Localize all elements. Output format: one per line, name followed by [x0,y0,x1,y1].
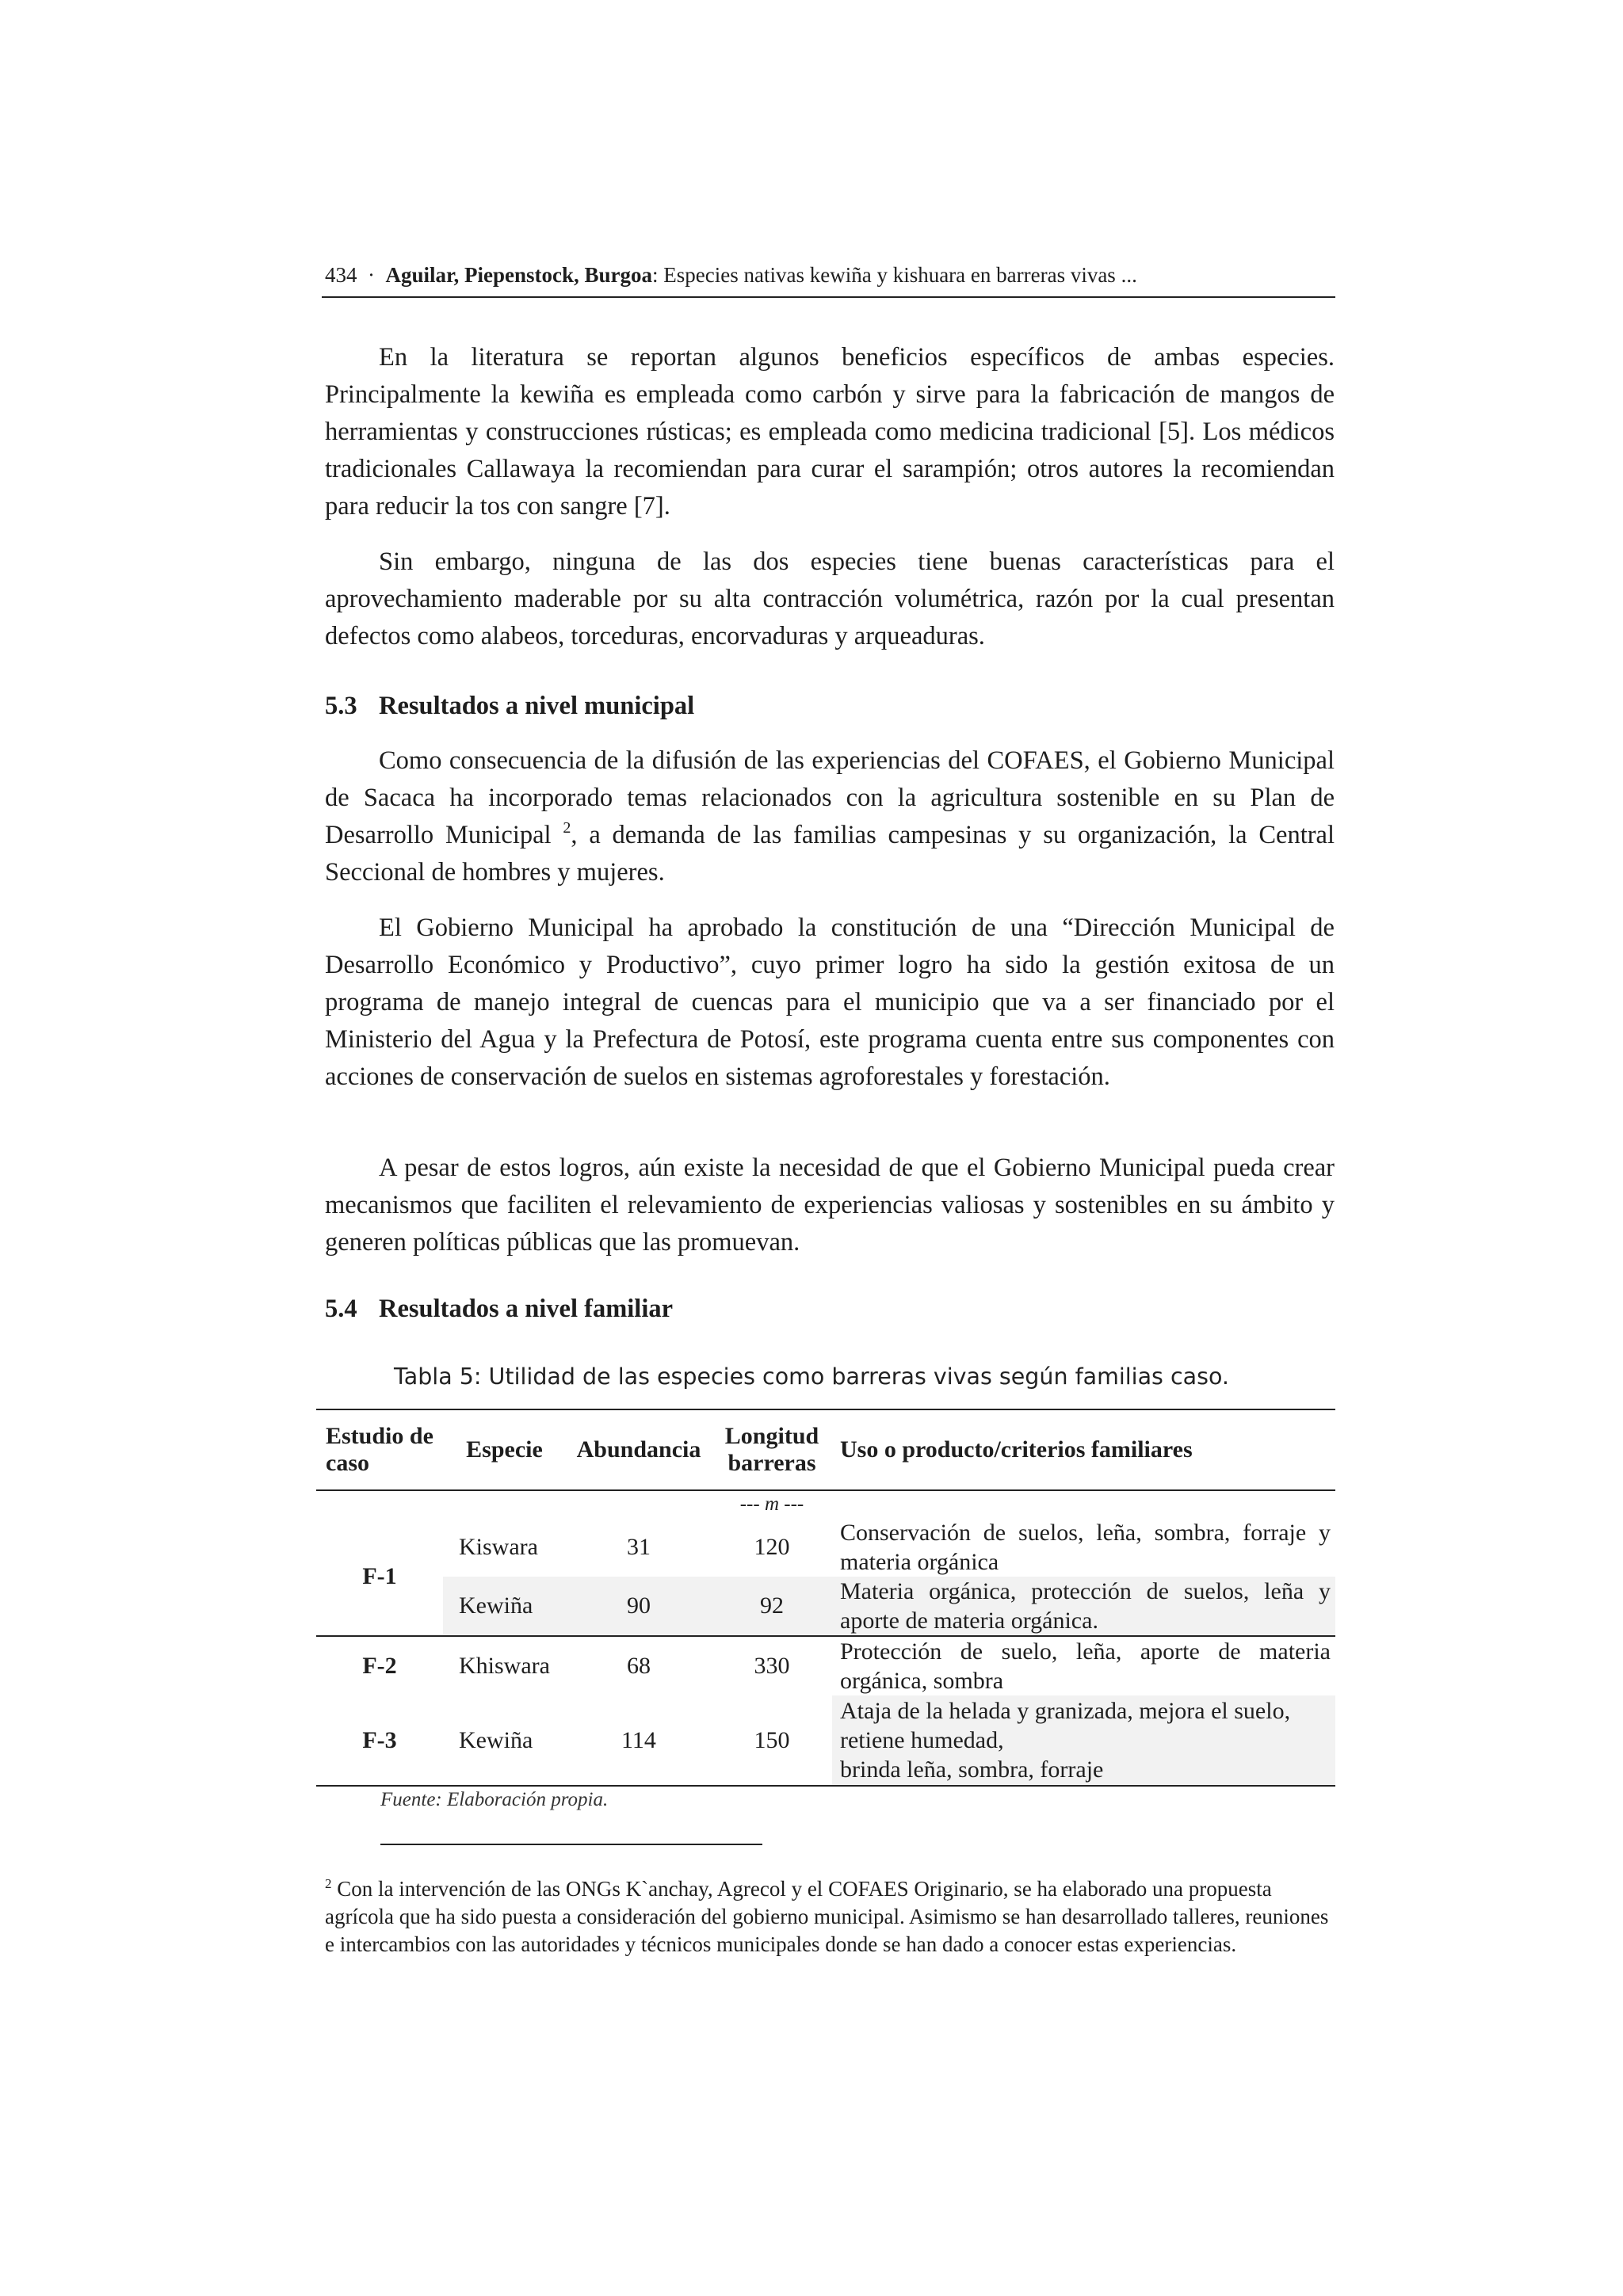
col-header-estudio: Estudio de caso [316,1409,443,1490]
cell-especie: Kiswara [459,1534,538,1560]
table-row [316,1518,1335,1577]
footnote-ref: 2 [563,819,571,837]
cell-uso: Ataja de la helada y granizada, mejora el suelo, retiene humedad, brinda leña, sombra, forraje [832,1695,1335,1786]
paragraph-3: Como consecuencia de la difusión de las experiencias del COFAES, el Gobierno Municipal de Sacaca ha incorporado temas relacionados con la agricultura sostenible en su Plan de Desarrollo Municipal $^2$, a demanda de las familias campesinas y su organización, la Central Seccional de hombres y mujeres. [325,746,1335,887]
cell-especie: Kewiña [443,1577,566,1636]
paragraph-4: El Gobierno Municipal ha aprobado la constitución de una “Dirección Municipal de Desarrollo Económico y Productivo”, cuyo primer logro ha sido la gestión exitosa de un programa de manejo integral de cuencas para el municipio que va a ser financiado por el Ministerio del Agua y la Prefectura de Potosí, este programa cuenta entre sus componentes con acciones de conservación de suelos en sistemas agroforestales y forestación. [325,913,1335,1091]
table-row [316,1695,1335,1786]
cell-abundancia: 31 [627,1534,651,1560]
header-separator: · [368,263,375,287]
section-heading-5-3: 5.3 Resultados a nivel municipal [325,692,695,720]
cell-caso: F-3 [316,1695,443,1786]
col-header-uso: Uso o producto/criterios familiares [832,1409,1335,1490]
table-5 [316,1409,1335,1787]
paragraph-5: A pesar de estos logros, aún existe la necesidad de que el Gobierno Municipal pueda crear mecanismos que faciliten el relevamiento de experiencias valiosas y sostenibles en su ámbito y generen políticas públicas que las promuevan. [325,1154,1335,1257]
cell-abundancia: 90 [566,1577,712,1636]
cell-especie: Khiswara [443,1636,566,1695]
cell-uso: Conservación de suelos, leña, sombra, forraje y materia orgánica [840,1520,1331,1575]
table-caption: Tabla 5: Utilidad de las especies como barreras vivas según familias caso. [394,1363,1229,1390]
table-source: Fuente: Elaboración propia. [380,1789,609,1810]
footnote-mark: 2 [325,1876,332,1891]
col-header-abundancia: Abundancia [566,1409,712,1490]
cell-especie: Kewiña [443,1695,566,1786]
cell-abundancia: 114 [566,1695,712,1786]
footnote: $^2$ Con la intervención de las ONGs K`anchay, Agrecol y el COFAES Originario, se ha elaborado una propuesta agrícola que ha sido puesta a consideración del gobierno municipal. Asimismo se han desarrollado talleres, reuniones e intercambios con las autoridades y técnicos municipales donde se han dado a conocer estas experiencias. [325,1876,1329,1956]
cell-caso: F-1 [362,1563,397,1589]
header-title: : Especies nativas kewiña y kishuara en barreras vivas ... [652,263,1137,287]
header-authors: Aguilar, Piepenstock, Burgoa [385,263,653,287]
col-header-especie: Especie [443,1409,566,1490]
cell-longitud: 120 [754,1534,790,1560]
running-header [325,261,1335,299]
cell-longitud: 330 [712,1636,832,1695]
unit-label: --- m --- [739,1493,804,1515]
cell-longitud: 150 [712,1695,832,1786]
page-number: 434 [325,263,357,287]
col-header-longitud: Longitud barreras [712,1409,832,1490]
section-heading-5-4: 5.4 Resultados a nivel familiar [325,1295,674,1323]
table-row [316,1636,1335,1695]
header-rule [322,296,1335,298]
table-row [316,1577,1335,1636]
cell-longitud: 92 [712,1577,832,1636]
cell-uso: Materia orgánica, protección de suelos, leña y aporte de materia orgánica. [832,1577,1335,1636]
cell-abundancia: 68 [566,1636,712,1695]
cell-caso: F-2 [316,1636,443,1695]
cell-uso: Protección de suelo, leña, aporte de materia orgánica, sombra [832,1636,1335,1695]
paragraph-2: Sin embargo, ninguna de las dos especies tiene buenas características para el aprovechamiento maderable por su alta contracción volumétrica, razón por la cual presentan defectos como alabeos, torceduras, encorvaduras y arqueaduras. [325,547,1335,650]
paragraph-1: En la literatura se reportan algunos beneficios específicos de ambas especies. Principalmente la kewiña es empleada como carbón y sirve para la fabricación de mangos de herramientas y construcciones rústicas; es empleada como medicina tradicional [5]. Los médicos tradicionales Callawaya la recomiendan para curar el sarampión; otros autores la recomiendan para reducir la tos con sangre [7]. [325,343,1335,521]
footnote-rule [380,1844,762,1845]
